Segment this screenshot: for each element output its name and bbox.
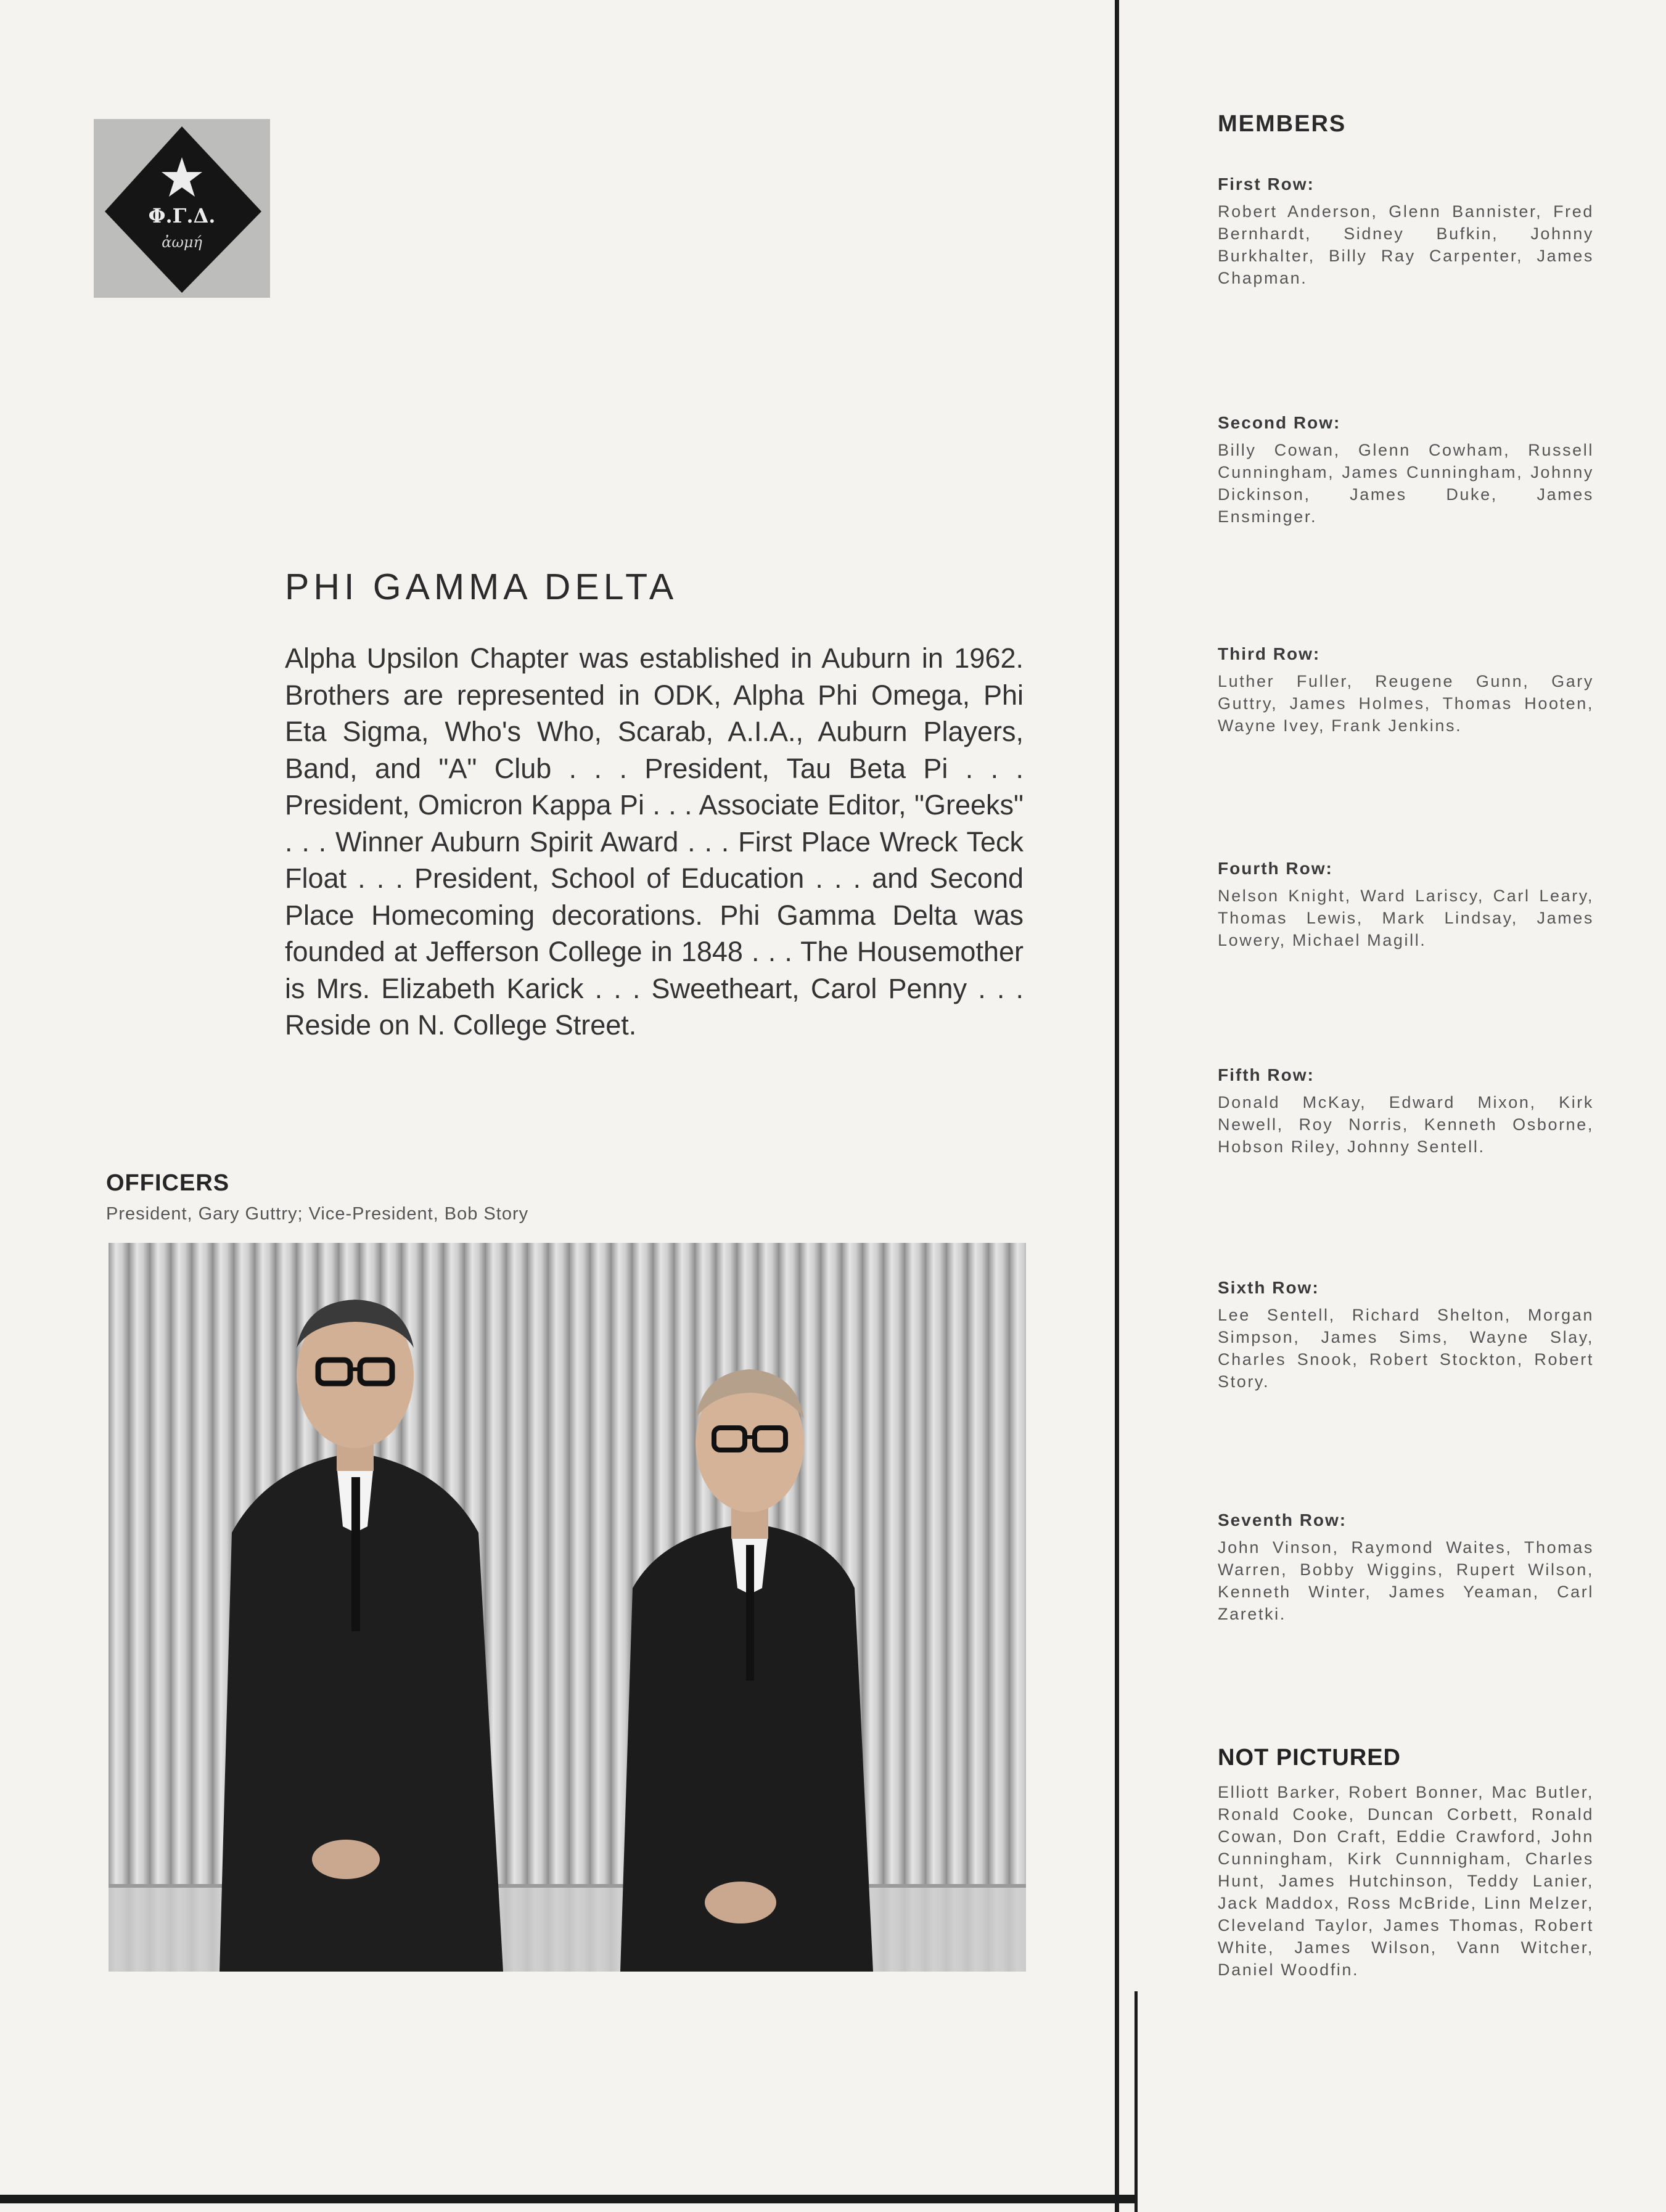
page-title: PHI GAMMA DELTA <box>285 567 678 607</box>
member-row <box>1218 1278 1594 1393</box>
members-heading: MEMBERS <box>1218 111 1347 137</box>
bottom-rule <box>0 2195 1138 2203</box>
column-divider-lower <box>1135 1991 1138 2212</box>
row-label: Second Row: <box>1218 413 1341 432</box>
chapter-description: Alpha Upsilon Chapter was established in Auburn in 1962. Brothers are represented in ODK, Alpha Phi Omega, Phi Eta Sigma, Who's Who, Scarab, A.I.A., Auburn Players, Band, and "A" Club . . . President, Tau Beta Pi . . . President, Omicron Kappa Pi . . . Associate Editor, "Greeks" . . . Winner Auburn Spirit Award . . . First Place Wreck Teck Float . . . President, School of Education . . . and Second Place Homecoming decorations. Phi Gamma Delta was founded at Jefferson College in 1848 . . . The Housemother is Mrs. Elizabeth Karick . . . Sweetheart, Carol Penny . . . Reside on N. College Street. <box>285 642 1024 1041</box>
row-label: Fourth Row: <box>1218 859 1333 878</box>
row-names: Robert Anderson, Glenn Bannister, Fred Bernhardt, Sidney Bufkin, Johnny Burkhalter, Billy Ray Carpenter, James Chapman. <box>1218 202 1594 287</box>
not-pictured-names: Elliott Barker, Robert Bonner, Mac Butler, Ronald Cooke, Duncan Corbett, Ronald Cowan, Don Craft, Eddie Crawford, John Cunningham, Kirk Cunnnigham, Charles Hunt, James Hutchinson, Teddy Lanier, Jack Maddox, Ross McBride, Linn Melzer, Cleveland Taylor, James Thomas, Robert White, James Wilson, Vann Witcher, Daniel Woodfin. <box>1218 1783 1594 1979</box>
crest-letters: Φ.Γ.Δ. <box>148 204 216 227</box>
row-label: Seventh Row: <box>1218 1510 1347 1530</box>
row-names: Nelson Knight, Ward Lariscy, Carl Leary, Thomas Lewis, Mark Lindsay, James Lowery, Michael Magill. <box>1218 887 1594 949</box>
row-label: Sixth Row: <box>1218 1278 1319 1297</box>
officers-heading: OFFICERS <box>106 1170 230 1196</box>
row-names: Billy Cowan, Glenn Cowham, Russell Cunningham, James Cunningham, Johnny Dickinson, James Duke, James Ensminger. <box>1218 441 1594 526</box>
member-row <box>1218 859 1594 951</box>
row-names: Luther Fuller, Reugene Gunn, Gary Guttry, James Holmes, Thomas Hooten, Wayne Ivey, Frank Jenkins. <box>1218 672 1594 735</box>
member-row <box>1218 1065 1594 1158</box>
member-row <box>1218 413 1594 528</box>
officers-photo <box>109 1243 1026 1972</box>
row-label: Third Row: <box>1218 644 1321 663</box>
column-divider <box>1115 0 1119 2212</box>
row-names: John Vinson, Raymond Waites, Thomas Warren, Bobby Wiggins, Rupert Wilson, Kenneth Winter, James Yeaman, Carl Zaretki. <box>1218 1538 1594 1623</box>
row-names: Donald McKay, Edward Mixon, Kirk Newell, Roy Norris, Kenneth Osborne, Hobson Riley, Johnny Sentell. <box>1218 1093 1594 1156</box>
member-row <box>1218 1510 1594 1625</box>
fraternity-crest <box>94 119 270 298</box>
not-pictured-section <box>1218 1745 1594 1981</box>
member-row <box>1218 174 1594 289</box>
crest-motto: ἀωμή <box>162 234 202 251</box>
row-label: Fifth Row: <box>1218 1065 1315 1084</box>
row-names: Lee Sentell, Richard Shelton, Morgan Simpson, James Sims, Wayne Slay, Charles Snook, Robert Stockton, Robert Story. <box>1218 1306 1594 1391</box>
not-pictured-heading: NOT PICTURED <box>1218 1745 1401 1771</box>
row-label: First Row: <box>1218 174 1315 194</box>
crest-diamond-icon <box>94 119 270 298</box>
officers-text: President, Gary Guttry; Vice-President, Bob Story <box>106 1204 529 1224</box>
member-row <box>1218 644 1594 737</box>
